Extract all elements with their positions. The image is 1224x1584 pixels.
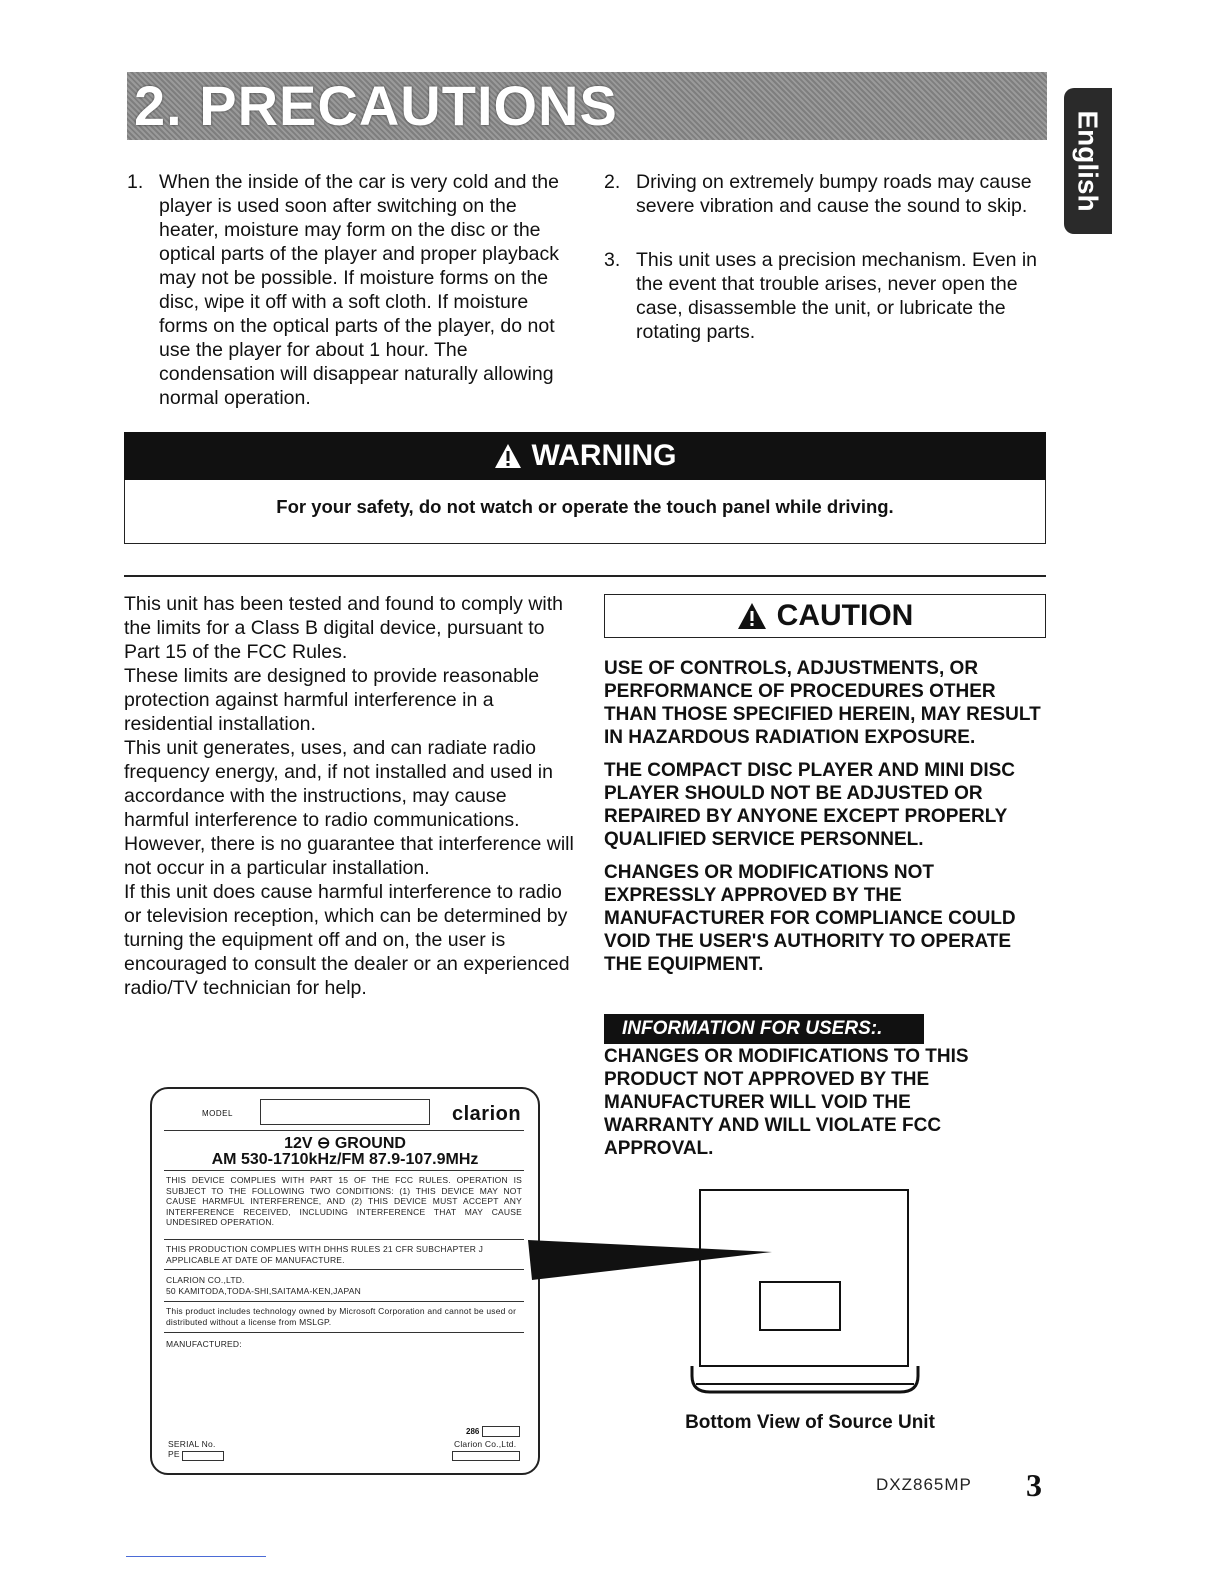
caution-triangle-icon [737,602,767,630]
label-barcode-box [452,1451,520,1461]
info-for-users-title: INFORMATION FOR USERS:. [604,1014,924,1044]
label-microsoft-notice: This product includes technology owned by Microsoft Corporation and cannot be used or distributed without a license from MSLGP. [166,1306,517,1327]
label-clarion-co: Clarion Co.,Ltd. [454,1439,517,1449]
label-power: 12V ⊖ GROUND [284,1135,406,1152]
fcc-paragraph: This unit has been tested and found to comply with the limits for a Class B digital device, pursuant to Part 15 of the FCC Rules. [124,593,564,663]
warning-text: For your safety, do not watch or operate the touch panel while driving. [276,496,894,517]
figure-caption: Bottom View of Source Unit [685,1412,935,1433]
label-dhhs-notice: THIS PRODUCTION COMPLIES WITH DHHS RULES 21 CFR SUBCHAPTER J APPLICABLE AT DATE OF MANUFACTURE. [166,1244,484,1265]
caution-box [604,594,1046,638]
precaution-number: 1. [127,171,144,193]
section-divider [124,575,1046,577]
warning-triangle-icon [494,443,522,469]
precaution-text: When the inside of the car is very cold and the player is used soon after switching on the heater, moisture may form on the disc or the optical parts of the player and proper playback may not be possible. If moisture forms on the disc, wipe it off with a soft cloth. If moisture forms on the optical parts of the player, do not use the player for about 1 hour. The condensation will disappear naturally allowing normal operation. [159,171,559,409]
label-manufactured: MANUFACTURED: [166,1339,242,1349]
precaution-text: Driving on extremely bumpy roads may cause severe vibration and cause the sound to skip. [636,171,1032,217]
label-model-field [260,1099,430,1125]
caution-title: CAUTION [776,599,914,632]
precaution-number: 3. [604,249,621,271]
warning-title [124,432,1046,480]
precaution-text: This unit uses a precision mechanism. Even in the event that trouble arises, never open the case, disassemble the unit, or lubricate the rotating parts. [636,249,1038,343]
label-serial: SERIAL No. [168,1439,216,1449]
caution-paragraph: THE COMPACT DISC PLAYER AND MINI DISC PLAYER SHOULD NOT BE ADJUSTED OR REPAIRED BY ANYONE EXCEPT PROPERLY QUALIFIED SERVICE PERSONNEL. [604,760,1015,850]
fcc-paragraph: This unit generates, uses, and can radiate radio frequency energy, and, if not installed and used in accordance with the instructions, may cause harmful interference to radio communications. However, there is no guarantee that interference will not occur in a particular installation. [124,737,574,879]
label-code-box [482,1426,520,1437]
page-title: 2. PRECAUTIONS [134,74,618,137]
label-address: 50 KAMITODA,TODA-SHI,SAITAMA-KEN,JAPAN [166,1286,361,1296]
precaution-item-3 [604,248,1044,344]
label-fcc-notice: THIS DEVICE COMPLIES WITH PART 15 OF THE FCC RULES. OPERATION IS SUBJECT TO THE FOLLOWING TWO CONDITIONS: (1) THIS DEVICE MAY NOT CAUSE HARMFUL INTERFERENCE, AND (2) THIS DEVICE MUST ACCEPT ANY INTERFERENCE RECEIVED, INCLUDING INTERFERENCE THAT MAY CAUSE UNDESIRED OPERATION. [166,1175,522,1227]
clarion-logo: clarion [452,1103,522,1125]
label-code: 286 [466,1427,480,1436]
caution-paragraph: USE OF CONTROLS, ADJUSTMENTS, OR PERFORMANCE OF PROCEDURES OTHER THAN THOSE SPECIFIED HEREIN, MAY RESULT IN HAZARDOUS RADIATION EXPOSURE. [604,658,1041,748]
fcc-paragraph: If this unit does cause harmful interference to radio or television reception, which can be determined by turning the equipment off and on, the user is encouraged to consult the dealer or an experienced radio/TV technician for help. [124,881,570,999]
info-for-users-text: CHANGES OR MODIFICATIONS TO THIS PRODUCT NOT APPROVED BY THE MANUFACTURER WILL VOID THE WARRANTY AND WILL VIOLATE FCC APPROVAL. [604,1046,969,1159]
caution-text [604,657,1049,986]
label-pe: PE [168,1449,180,1459]
label-company: CLARION CO.,LTD. [166,1275,245,1285]
page-number: 3 [1026,1467,1042,1503]
precaution-item-1 [127,170,577,410]
product-label [150,1087,540,1475]
caution-paragraph: CHANGES OR MODIFICATIONS NOT EXPRESSLY APPROVED BY THE MANUFACTURER FOR COMPLIANCE COULD VOID THE USER'S AUTHORITY TO OPERATE THE EQUIPMENT. [604,862,1016,975]
label-frequency: AM 530-1710kHz/FM 87.9-107.9MHz [211,1151,479,1168]
label-model-caption: MODEL [202,1109,233,1118]
model-code: DXZ865MP [876,1475,972,1494]
language-tab-label: English [1073,110,1104,212]
footer-line [126,1556,266,1557]
fcc-paragraph: These limits are designed to provide reasonable protection against harmful interference in a residential installation. [124,665,540,735]
source-unit-bottom-view [520,1180,940,1420]
fcc-statement [124,592,574,1000]
precaution-number: 2. [604,171,621,193]
warning-title-text: WARNING [531,439,677,472]
precaution-item-2 [604,170,1044,218]
label-pe-box [182,1451,224,1461]
